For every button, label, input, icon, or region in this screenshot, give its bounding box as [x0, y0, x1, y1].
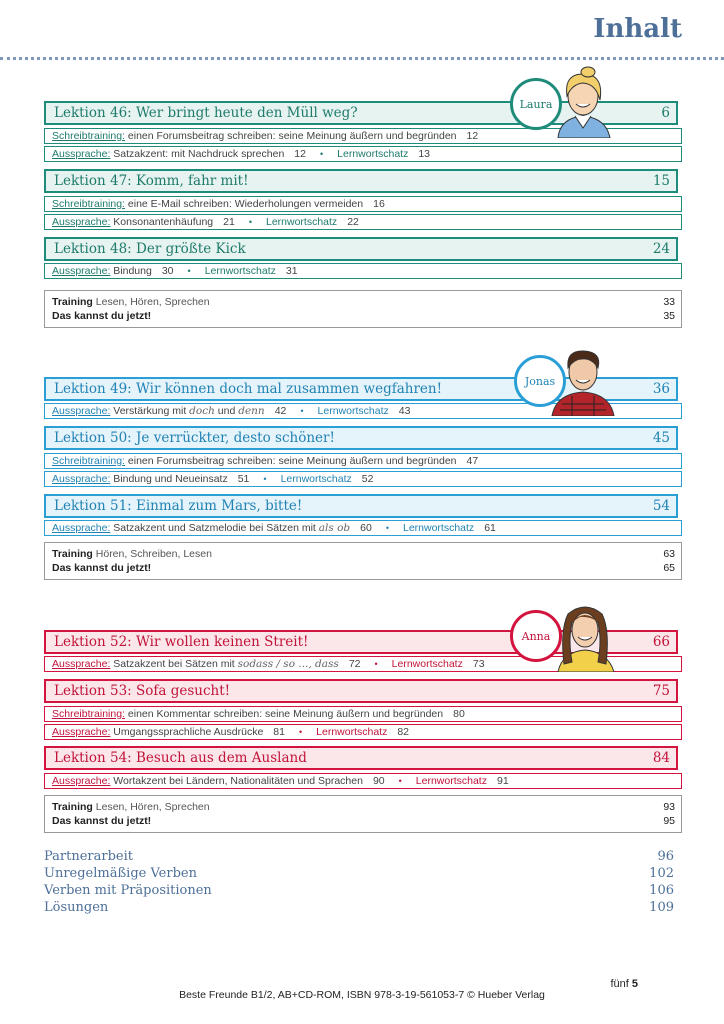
- sub-label: Schreibtraining:: [52, 708, 125, 720]
- sub-entry: Schreibtraining: einen Kommentar schreiben: seine Meinung äußern und begründen 80: [44, 706, 682, 722]
- sub-entry: Schreibtraining: eine E-Mail schreiben: Wiederholungen vermeiden 16: [44, 196, 682, 212]
- lesson-title: Lektion 53: Sofa gesucht!: [54, 683, 231, 699]
- footer-credit: Beste Freunde B1/2, AB+CD-ROM, ISBN 978-3-19-561053-7 © Hueber Verlag: [179, 989, 545, 1001]
- training-box: Training Lesen, Hören, Sprechen 33 Das kannst du jetzt! 35: [44, 290, 682, 328]
- character-bubble-jonas: Jonas: [514, 355, 566, 407]
- lesson-title: Lektion 49: Wir können doch mal zusammen wegfahren!: [54, 381, 443, 397]
- lesson-page: 15: [652, 173, 670, 189]
- lesson-53[interactable]: [44, 679, 678, 703]
- lesson-title: Lektion 50: Je verrückter, desto schöner!: [54, 430, 335, 446]
- sub-label: Aussprache:: [52, 522, 111, 534]
- lesson-title: Lektion 52: Wir wollen keinen Streit!: [54, 634, 309, 650]
- sub-label: Aussprache:: [52, 148, 111, 160]
- dotted-divider: [0, 57, 724, 60]
- appendix-item[interactable]: Unregelmäßige Verben 102: [44, 866, 674, 881]
- lesson-title: Lektion 48: Der größte Kick: [54, 241, 246, 257]
- lesson-50[interactable]: [44, 426, 678, 450]
- sub-entry: Aussprache: Bindung und Neueinsatz 51 • Lernwortschatz 52: [44, 471, 682, 487]
- laura-illustration: [548, 66, 618, 138]
- lesson-page: 36: [652, 381, 670, 397]
- sub-entry: Aussprache: Konsonantenhäufung 21 • Lernwortschatz 22: [44, 214, 682, 230]
- sub-entry: Aussprache: Verstärkung mit doch und denn 42 • Lernwortschatz 43: [44, 403, 682, 419]
- sub-entry: Aussprache: Satzakzent und Satzmelodie bei Sätzen mit als ob 60 • Lernwortschatz 61: [44, 520, 682, 536]
- sub-label: Aussprache:: [52, 405, 111, 417]
- sub-label: Schreibtraining:: [52, 130, 125, 142]
- sub-entry: Schreibtraining: einen Forumsbeitrag schreiben: seine Meinung äußern und begründen 12: [44, 128, 682, 144]
- lesson-page: 75: [652, 683, 670, 699]
- lesson-page: 66: [652, 634, 670, 650]
- lesson-page: 84: [652, 750, 670, 766]
- sub-entry: Aussprache: Umgangssprachliche Ausdrücke 81 • Lernwortschatz 82: [44, 724, 682, 740]
- sub-entry: Aussprache: Bindung 30 • Lernwortschatz 31: [44, 263, 682, 279]
- appendix-item[interactable]: Lösungen 109: [44, 900, 674, 915]
- lesson-51[interactable]: [44, 494, 678, 518]
- sub-label: Aussprache:: [52, 775, 111, 787]
- training-box: Training Hören, Schreiben, Lesen 63 Das kannst du jetzt! 65: [44, 542, 682, 580]
- appendix-item[interactable]: Verben mit Präpositionen 106: [44, 883, 674, 898]
- page-title: Inhalt: [593, 14, 682, 44]
- jonas-illustration: [548, 346, 618, 416]
- lesson-title: Lektion 47: Komm, fahr mit!: [54, 173, 249, 189]
- lesson-54[interactable]: [44, 746, 678, 770]
- anna-illustration: [550, 600, 620, 672]
- sub-entry: Schreibtraining: einen Forumsbeitrag schreiben: seine Meinung äußern und begründen 47: [44, 453, 682, 469]
- sub-label: Aussprache:: [52, 265, 111, 277]
- lesson-page: 24: [652, 241, 670, 257]
- lesson-title: Lektion 51: Einmal zum Mars, bitte!: [54, 498, 303, 514]
- lesson-title: Lektion 54: Besuch aus dem Ausland: [54, 750, 307, 766]
- sub-label: Aussprache:: [52, 726, 111, 738]
- sub-label: Aussprache:: [52, 658, 111, 670]
- sub-entry: Aussprache: Satzakzent: mit Nachdruck sprechen 12 • Lernwortschatz 13: [44, 146, 682, 162]
- lesson-47[interactable]: [44, 169, 678, 193]
- lesson-page: 6: [661, 105, 670, 121]
- sub-label: Aussprache:: [52, 473, 111, 485]
- lesson-page: 45: [652, 430, 670, 446]
- sub-label: Aussprache:: [52, 216, 111, 228]
- appendix-item[interactable]: Partnerarbeit 96: [44, 849, 674, 864]
- sub-label: Schreibtraining:: [52, 198, 125, 210]
- sub-entry: Aussprache: Satzakzent bei Sätzen mit sodass / so ..., dass 72 • Lernwortschatz 73: [44, 656, 682, 672]
- lesson-page: 54: [652, 498, 670, 514]
- training-box: Training Lesen, Hören, Sprechen 93 Das kannst du jetzt! 95: [44, 795, 682, 833]
- lesson-title: Lektion 46: Wer bringt heute den Müll weg?: [54, 105, 358, 121]
- sub-entry: Aussprache: Wortakzent bei Ländern, Nationalitäten und Sprachen 90 • Lernwortschatz 91: [44, 773, 682, 789]
- lesson-48[interactable]: [44, 237, 678, 261]
- character-bubble-laura: Laura: [510, 78, 562, 130]
- sub-label: Schreibtraining:: [52, 455, 125, 467]
- character-bubble-anna: Anna: [510, 610, 562, 662]
- page-number: fünf 5: [610, 978, 638, 990]
